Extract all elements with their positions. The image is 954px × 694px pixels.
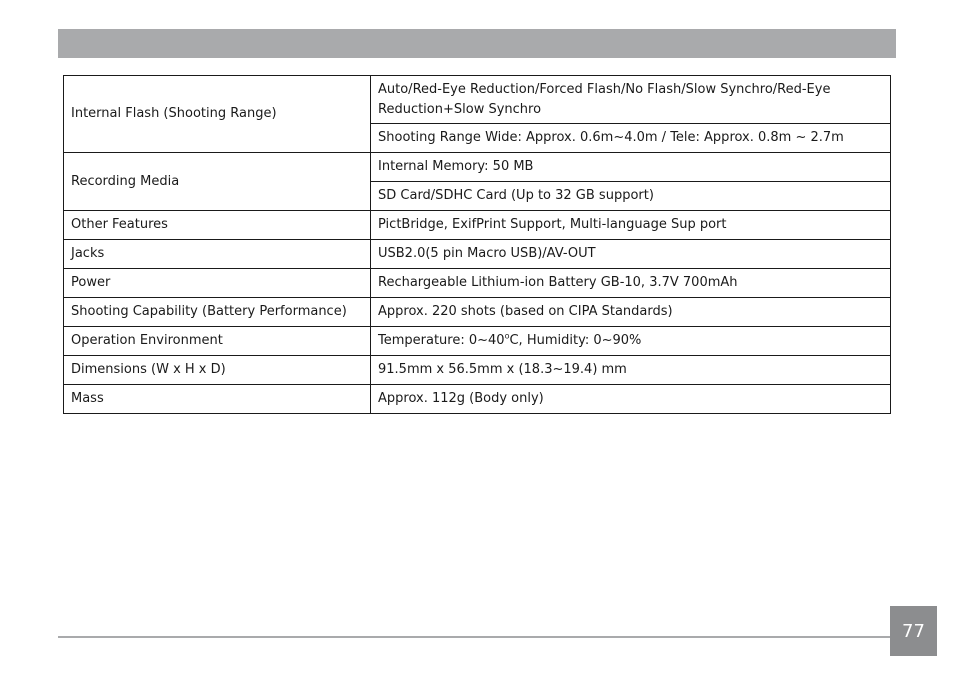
spec-value-dimensions: 91.5mm x 56.5mm x (18.3~19.4) mm [371, 356, 891, 385]
spec-value-operation-environment [371, 327, 891, 356]
spec-label-operation-environment: Operation Environment [64, 327, 371, 356]
temperature-text: Temperature: 0~40 [378, 333, 505, 348]
humidity-text: C, Humidity: 0~90% [509, 333, 642, 348]
table-row [64, 298, 891, 327]
table-row [64, 385, 891, 414]
spec-label-power: Power [64, 269, 371, 298]
specifications-table [63, 75, 891, 414]
table-row [64, 269, 891, 298]
spec-value-shooting-capability: Approx. 220 shots (based on CIPA Standards) [371, 298, 891, 327]
page-number-badge [890, 606, 937, 656]
spec-value-jacks: USB2.0(5 pin Macro USB)/AV-OUT [371, 240, 891, 269]
spec-label-jacks: Jacks [64, 240, 371, 269]
spec-value-flash-modes: Auto/Red-Eye Reduction/Forced Flash/No Flash/Slow Synchro/Red-Eye Reduction+Slow Synchro [371, 76, 891, 124]
spec-label-shooting-capability: Shooting Capability (Battery Performance) [64, 298, 371, 327]
table-row [64, 240, 891, 269]
spec-label-mass: Mass [64, 385, 371, 414]
spec-label-dimensions: Dimensions (W x H x D) [64, 356, 371, 385]
spec-value-sd-card: SD Card/SDHC Card (Up to 32 GB support) [371, 182, 891, 211]
degree-symbol: o [504, 331, 510, 341]
table-row [64, 76, 891, 124]
table-row [64, 356, 891, 385]
spec-label-recording-media: Recording Media [64, 153, 371, 211]
page-number: 77 [902, 620, 925, 642]
table-row [64, 327, 891, 356]
spec-label-internal-flash: Internal Flash (Shooting Range) [64, 76, 371, 153]
spec-value-mass: Approx. 112g (Body only) [371, 385, 891, 414]
header-bar [58, 29, 896, 58]
table-row [64, 153, 891, 182]
spec-label-other-features: Other Features [64, 211, 371, 240]
spec-value-other-features: PictBridge, ExifPrint Support, Multi-language Sup port [371, 211, 891, 240]
table-row [64, 211, 891, 240]
spec-value-power: Rechargeable Lithium-ion Battery GB-10, 3.7V 700mAh [371, 269, 891, 298]
spec-value-flash-range: Shooting Range Wide: Approx. 0.6m~4.0m / Tele: Approx. 0.8m ~ 2.7m [371, 124, 891, 153]
spec-value-internal-memory: Internal Memory: 50 MB [371, 153, 891, 182]
footer-rule [58, 636, 890, 638]
